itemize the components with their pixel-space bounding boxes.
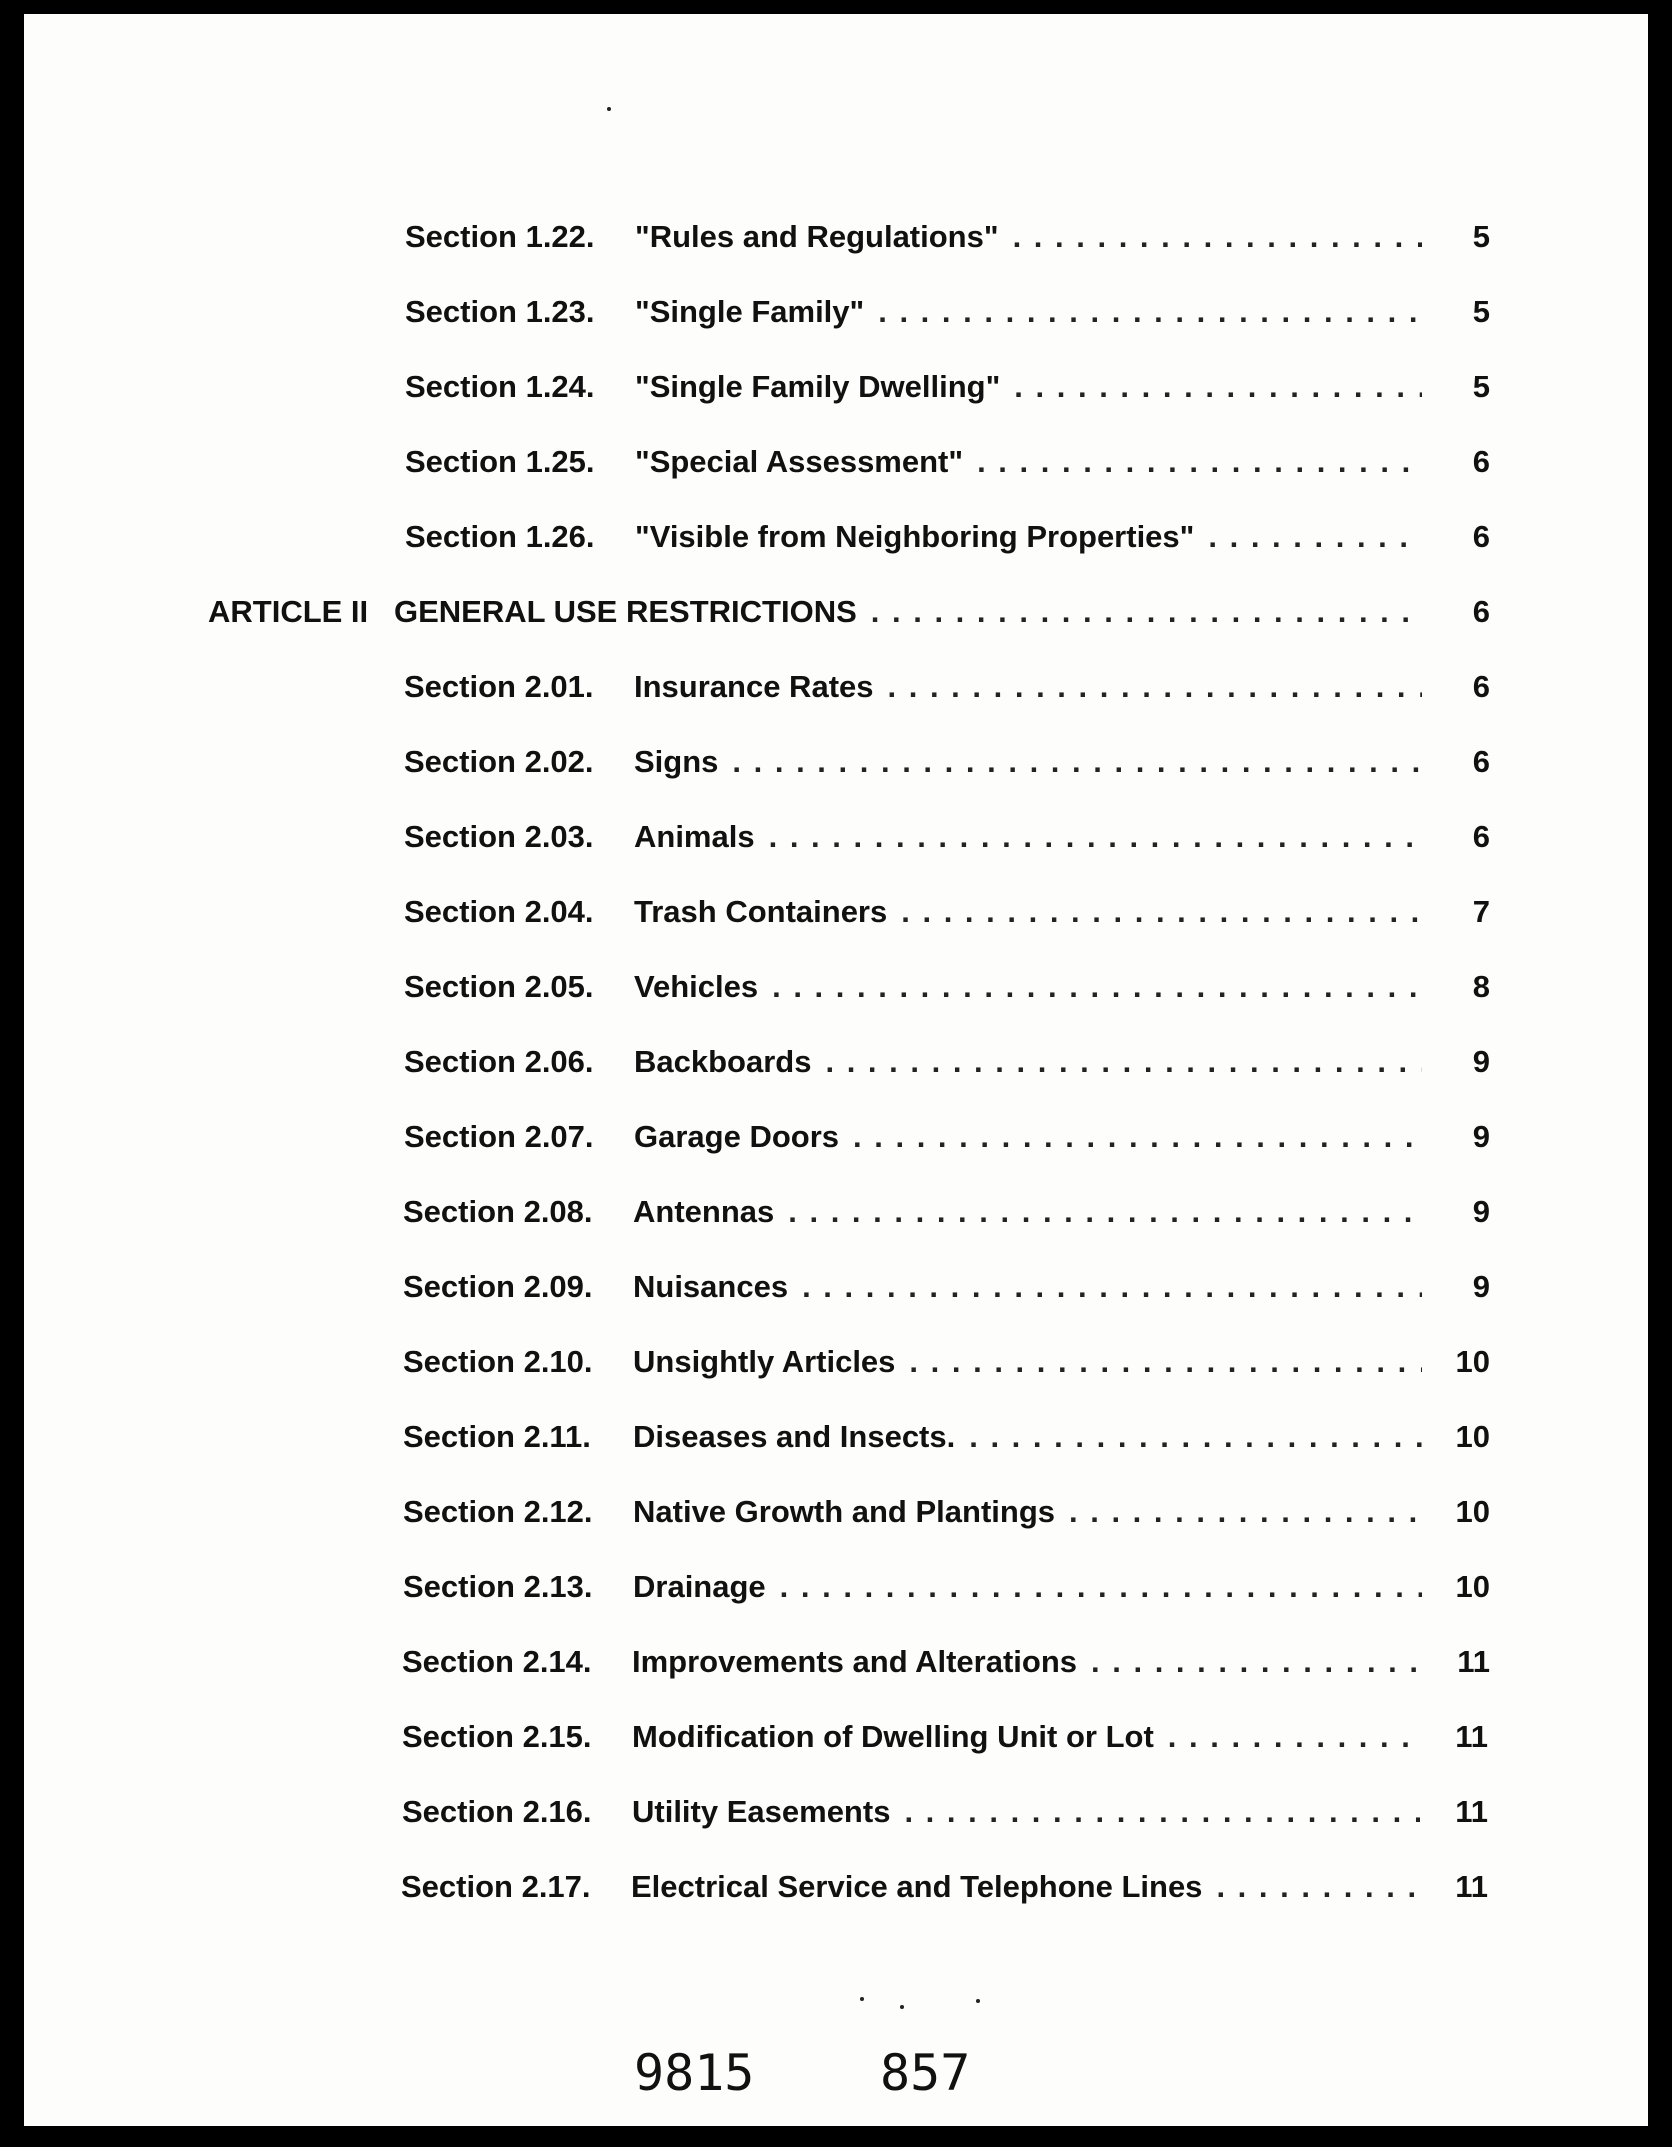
toc-entry: [402, 1782, 1488, 1842]
toc-entry-title: Modification of Dwelling Unit or Lot: [632, 1719, 1154, 1754]
dot-leader: [888, 669, 1423, 705]
dot-leader: [1091, 1644, 1422, 1680]
dot-leader: [853, 1119, 1422, 1155]
toc-entry: [405, 507, 1490, 567]
toc-entry-page: 5: [1472, 294, 1490, 329]
toc-entry-title: Vehicles: [634, 969, 759, 1004]
toc-entry: [404, 882, 1490, 942]
toc-entry-page: 11: [1455, 1794, 1488, 1829]
toc-entry-number: Section 2.03.: [404, 819, 594, 854]
toc-entry-page: 9: [1472, 1269, 1490, 1304]
toc-entry-page: 11: [1455, 1719, 1488, 1754]
dot-leader: [769, 819, 1422, 855]
toc-entry-number: Section 2.08.: [403, 1194, 593, 1229]
toc-entry: [404, 657, 1490, 717]
toc-entry-title: "Visible from Neighboring Properties": [635, 519, 1195, 554]
toc-entry-page: 6: [1472, 594, 1490, 629]
toc-entry-title: Trash Containers: [634, 894, 888, 929]
toc-entry: [404, 1107, 1490, 1167]
toc-entry-title: Antennas: [633, 1194, 775, 1229]
toc-entry-number: Section 2.01.: [404, 669, 594, 704]
toc-entry-page: 5: [1472, 369, 1490, 404]
toc-entry: [402, 1632, 1490, 1692]
toc-entry-page: 10: [1455, 1419, 1490, 1454]
toc-entry-number: Section 2.09.: [403, 1269, 593, 1304]
toc-entry-page: 9: [1472, 1119, 1490, 1154]
dot-leader: [909, 1344, 1422, 1380]
toc-entry: [405, 207, 1490, 267]
dot-leader: [788, 1194, 1422, 1230]
scan-speck: [860, 1997, 864, 2001]
toc-entry: [404, 732, 1490, 792]
dot-leader: [977, 444, 1422, 480]
toc-entry-number: Section 1.25.: [405, 444, 595, 479]
toc-entry: [401, 1857, 1488, 1917]
scan-speck: [607, 107, 611, 111]
dot-leader: [802, 1269, 1422, 1305]
toc-entry-number: Section 2.07.: [404, 1119, 594, 1154]
scan-speck: [900, 2005, 904, 2009]
toc-entry-number: Section 1.23.: [405, 294, 595, 329]
dot-leader: [1013, 219, 1422, 255]
toc-entry: [403, 1407, 1490, 1467]
toc-entry: [403, 1257, 1490, 1317]
toc-entry-number: Section 2.14.: [402, 1644, 592, 1679]
toc-entry-number: Section 2.04.: [404, 894, 594, 929]
toc-entry-number: Section 2.13.: [403, 1569, 593, 1604]
toc-entry-number: Section 1.26.: [405, 519, 595, 554]
toc-entry-number: ARTICLE II: [208, 594, 369, 629]
toc-entry-page: 11: [1455, 1869, 1488, 1904]
toc-entry-title: Drainage: [633, 1569, 766, 1604]
toc-entry-page: 11: [1457, 1644, 1490, 1679]
toc-entry-title: Backboards: [634, 1044, 812, 1079]
toc-entry-title: Improvements and Alterations: [632, 1644, 1078, 1679]
toc-entry-number: Section 2.05.: [404, 969, 594, 1004]
toc-entry-page: 9: [1472, 1194, 1490, 1229]
page-number: 857: [880, 2044, 971, 2102]
toc-entry-title: Electrical Service and Telephone Lines: [631, 1869, 1203, 1904]
toc-entry-page: 9: [1472, 1044, 1490, 1079]
dot-leader: [904, 1794, 1420, 1830]
toc-entry-page: 5: [1472, 219, 1490, 254]
toc-entry-title: Animals: [634, 819, 755, 854]
toc-entry-page: 6: [1472, 744, 1490, 779]
document-page: [24, 14, 1648, 2126]
toc-entry-title: "Special Assessment": [635, 444, 964, 479]
dot-leader: [732, 744, 1422, 780]
dot-leader: [772, 969, 1422, 1005]
table-of-contents: [24, 14, 1648, 2126]
toc-entry: [403, 1182, 1490, 1242]
toc-entry: [404, 1032, 1490, 1092]
dot-leader: [969, 1419, 1422, 1455]
dot-leader: [871, 594, 1422, 630]
toc-entry-page: 10: [1455, 1494, 1490, 1529]
dot-leader: [901, 894, 1422, 930]
toc-entry: [402, 1707, 1488, 1767]
toc-entry-title: "Single Family": [635, 294, 865, 329]
toc-entry: [403, 1332, 1490, 1392]
toc-entry-title: "Rules and Regulations": [635, 219, 999, 254]
toc-entry: [405, 357, 1490, 417]
toc-entry-number: Section 2.10.: [403, 1344, 593, 1379]
toc-article-heading: [208, 582, 1490, 642]
toc-entry-number: Section 2.15.: [402, 1719, 592, 1754]
toc-entry-title: Native Growth and Plantings: [633, 1494, 1055, 1529]
dot-leader: [1168, 1719, 1420, 1755]
toc-entry: [403, 1482, 1490, 1542]
toc-entry: [403, 1557, 1490, 1617]
toc-entry-title: Unsightly Articles: [633, 1344, 896, 1379]
toc-entry-number: Section 2.11.: [403, 1419, 591, 1454]
dot-leader: [780, 1569, 1422, 1605]
document-number: 9815: [634, 2044, 755, 2102]
toc-entry-page: 10: [1455, 1569, 1490, 1604]
toc-entry-page: 8: [1472, 969, 1490, 1004]
toc-entry-page: 6: [1472, 819, 1490, 854]
toc-entry: [404, 957, 1490, 1017]
toc-entry-page: 10: [1455, 1344, 1490, 1379]
dot-leader: [1208, 519, 1422, 555]
dot-leader: [1014, 369, 1422, 405]
scan-speck: [976, 1999, 980, 2003]
toc-entry-title: Garage Doors: [634, 1119, 840, 1154]
toc-entry-title: GENERAL USE RESTRICTIONS: [394, 594, 857, 629]
toc-entry-title: Diseases and Insects.: [633, 1419, 956, 1454]
toc-entry-title: "Single Family Dwelling": [635, 369, 1001, 404]
toc-entry: [404, 807, 1490, 867]
toc-entry: [405, 432, 1490, 492]
dot-leader: [878, 294, 1422, 330]
toc-entry-number: Section 1.24.: [405, 369, 595, 404]
dot-leader: [825, 1044, 1422, 1080]
toc-entry-number: Section 2.02.: [404, 744, 594, 779]
toc-entry-page: 6: [1472, 669, 1490, 704]
toc-entry-title: Nuisances: [633, 1269, 789, 1304]
toc-entry: [405, 282, 1490, 342]
toc-entry-page: 7: [1472, 894, 1490, 929]
toc-entry-page: 6: [1472, 519, 1490, 554]
toc-entry-number: Section 2.16.: [402, 1794, 592, 1829]
toc-entry-page: 6: [1472, 444, 1490, 479]
toc-entry-number: Section 2.06.: [404, 1044, 594, 1079]
dot-leader: [1216, 1869, 1420, 1905]
toc-entry-title: Insurance Rates: [634, 669, 874, 704]
toc-entry-title: Utility Easements: [632, 1794, 891, 1829]
toc-entry-title: Signs: [634, 744, 719, 779]
dot-leader: [1069, 1494, 1422, 1530]
toc-entry-number: Section 1.22.: [405, 219, 595, 254]
toc-entry-number: Section 2.12.: [403, 1494, 593, 1529]
toc-entry-number: Section 2.17.: [401, 1869, 591, 1904]
